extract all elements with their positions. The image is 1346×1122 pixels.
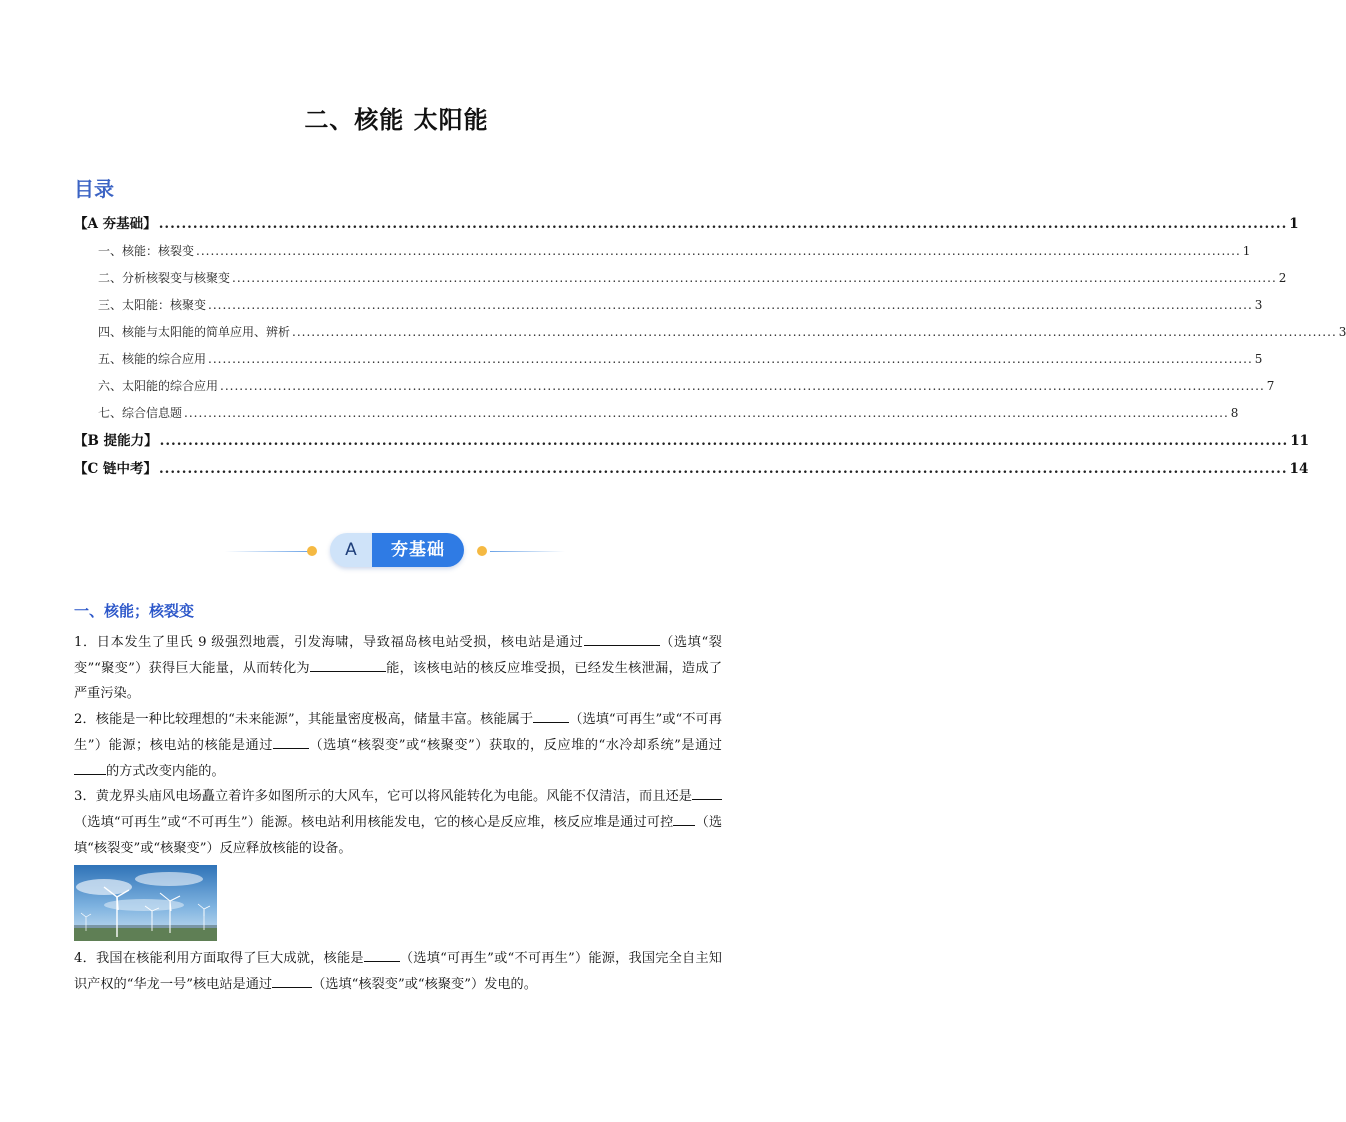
toc-entry-page: 11: [1290, 433, 1310, 449]
toc-leader: .........................................................................................................................................................................................................................: [196, 244, 1241, 258]
toc-entry-5[interactable]: [74, 346, 1263, 373]
answer-blank[interactable]: [272, 973, 312, 988]
wind-turbines-image: [74, 865, 217, 941]
toc-entry-page: 1: [1242, 244, 1251, 258]
toc-leader: .........................................................................................................................................................................................................................: [220, 379, 1265, 393]
toc-entry-4[interactable]: [74, 319, 1346, 346]
toc-entry-6[interactable]: [74, 373, 1275, 400]
banner-left-line: [225, 551, 310, 552]
question-text: （选填“核裂变”或“核聚变”）获取的，反应堆的“水冷却系统”是通过: [308, 737, 722, 753]
toc-leader: .........................................................................................................................................................................................................................: [232, 271, 1277, 285]
question-text: （选填“可再生”或“不可再生”）能源；核电站的核能是通过: [74, 712, 722, 753]
toc-entry-label: 七、综合信息题: [98, 406, 183, 420]
section-heading: 一、核能；核裂变: [74, 602, 195, 620]
toc-entry-2[interactable]: [74, 265, 1287, 292]
toc-entry-label: 四、核能与太阳能的简单应用、辨析: [98, 325, 291, 339]
question-2: [74, 707, 722, 784]
toc-heading: 目录: [74, 177, 114, 201]
answer-blank[interactable]: [673, 811, 695, 826]
toc-leader: ......................................................................................................................................................................................................: [159, 433, 1289, 449]
banner-left-dot: [307, 546, 317, 556]
answer-blank[interactable]: [364, 947, 400, 962]
question-4: [74, 946, 722, 997]
toc-entry-label: 【A 夯基础】: [74, 216, 157, 232]
toc-entry-c[interactable]: [74, 455, 1309, 483]
toc-entry-label: 【C 链中考】: [74, 461, 157, 477]
toc-entry-label: 二、分析核裂变与核聚变: [98, 271, 231, 285]
page-title: 二、核能 太阳能: [304, 106, 489, 134]
question-3: [74, 784, 722, 861]
toc-leader: ......................................................................................................................................................................................................: [158, 216, 1288, 232]
toc-entry-page: 5: [1254, 352, 1263, 366]
toc-leader: .........................................................................................................................................................................................................................: [292, 325, 1337, 339]
banner-right-line: [490, 551, 565, 552]
table-of-contents: [74, 210, 1346, 483]
answer-blank[interactable]: [584, 631, 660, 646]
banner-pill: [330, 533, 464, 567]
banner-right-dot: [477, 546, 487, 556]
toc-entry-page: 3: [1338, 325, 1346, 339]
answer-blank[interactable]: [533, 708, 569, 723]
question-text: （选填“裂变”“聚变”）获得巨大能量，从而转化为: [74, 635, 722, 676]
toc-entry-label: 三、太阳能：核聚变: [98, 298, 207, 312]
toc-leader: ......................................................................................................................................................................................................: [158, 461, 1288, 477]
question-text: 3．黄龙界头庙风电场矗立着许多如图所示的大风车，它可以将风能转化为电能。风能不仅清洁，而且还是: [74, 789, 692, 805]
section-banner: [225, 531, 565, 571]
toc-entry-label: 【B 提能力】: [74, 433, 158, 449]
banner-text: 夯基础: [372, 533, 464, 567]
answer-blank[interactable]: [310, 657, 386, 672]
toc-entry-page: 7: [1266, 379, 1275, 393]
toc-entry-page: 8: [1230, 406, 1239, 420]
toc-entry-3[interactable]: [74, 292, 1263, 319]
toc-entry-page: 3: [1254, 298, 1263, 312]
toc-entry-label: 六、太阳能的综合应用: [98, 379, 219, 393]
question-text: 能，该核电站的核反应堆受损，已经发生核泄漏，造成了严重污染。: [74, 660, 723, 702]
question-text: 1．日本发生了里氏 9 级强烈地震，引发海啸，导致福岛核电站受损，核电站是通过: [74, 635, 584, 650]
question-text: （选填“核裂变”或“核聚变”）反应释放核能的设备。: [74, 814, 723, 856]
toc-entry-1[interactable]: [74, 238, 1251, 265]
question-text: 2．核能是一种比较理想的“未来能源”，其能量密度极高，储量丰富。核能属于: [74, 712, 534, 728]
question-text: （选填“核裂变”或“核聚变”）发电的。: [312, 977, 537, 993]
question-text: （选填“可再生”或“不可再生”）能源。核电站利用核能发电，它的核心是反应堆，核反应堆是通过可控: [74, 814, 674, 830]
toc-leader: .........................................................................................................................................................................................................................: [184, 406, 1229, 420]
answer-blank[interactable]: [692, 785, 722, 800]
toc-entry-a[interactable]: [74, 210, 1299, 238]
answer-blank[interactable]: [74, 760, 106, 775]
answer-blank[interactable]: [273, 734, 309, 749]
question-1: [74, 630, 722, 707]
question-list: [74, 630, 722, 998]
toc-leader: .........................................................................................................................................................................................................................: [208, 352, 1253, 366]
toc-entry-page: 2: [1278, 271, 1287, 285]
toc-entry-page: 14: [1289, 461, 1309, 477]
toc-entry-7[interactable]: [74, 400, 1239, 427]
question-text: 的方式改变内能的。: [106, 763, 225, 779]
toc-entry-page: 1: [1289, 216, 1299, 232]
banner-letter: A: [345, 540, 357, 560]
toc-leader: .........................................................................................................................................................................................................................: [208, 298, 1253, 312]
question-text: （选填“可再生”或“不可再生”）能源，我国完全自主知识产权的“华龙一号”核电站是通过: [74, 951, 722, 993]
toc-entry-b[interactable]: [74, 427, 1310, 455]
toc-entry-label: 一、核能：核裂变: [98, 244, 195, 258]
question-text: 4．我国在核能利用方面取得了巨大成就，核能是: [74, 951, 364, 967]
toc-entry-label: 五、核能的综合应用: [98, 352, 207, 366]
